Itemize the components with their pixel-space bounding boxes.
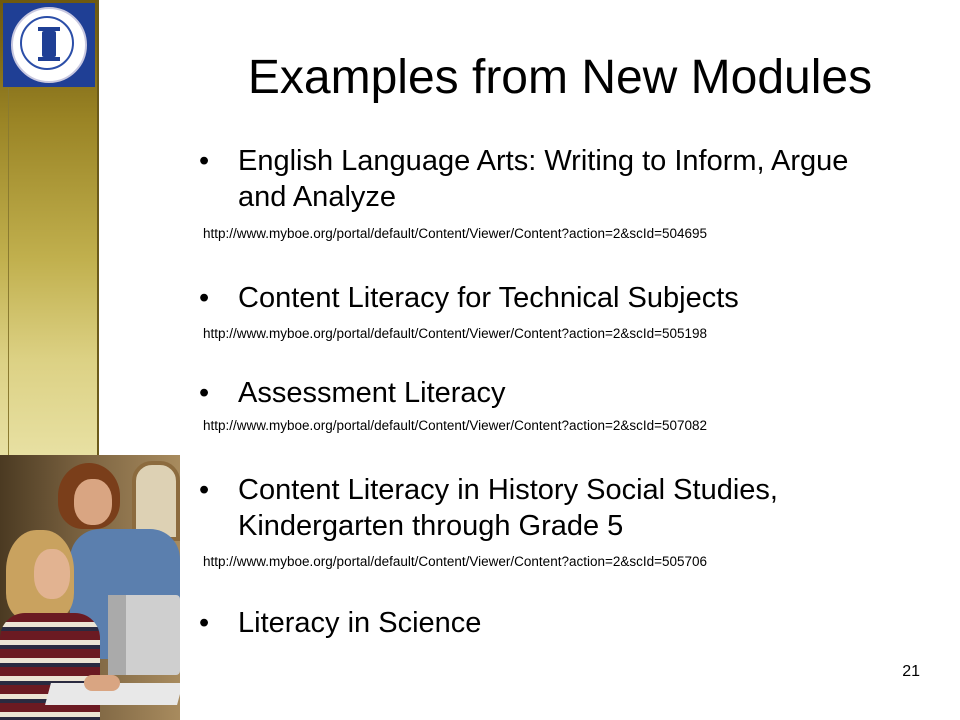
page-number: 21 xyxy=(902,663,920,680)
module-link[interactable]: http://www.myboe.org/portal/default/Content/Viewer/Content?action=2&scId=504695 xyxy=(203,226,708,241)
teacher-student-photo xyxy=(0,455,180,720)
side-bar-inner-line xyxy=(8,88,98,458)
bullet-marker: • xyxy=(199,607,210,639)
photo-woman-face xyxy=(74,479,112,525)
module-link[interactable]: http://www.myboe.org/portal/default/Content/Viewer/Content?action=2&scId=507082 xyxy=(203,418,708,433)
county-office-logo xyxy=(3,3,95,87)
bullet-marker: • xyxy=(199,145,210,177)
module-link[interactable]: http://www.myboe.org/portal/default/Content/Viewer/Content?action=2&scId=505198 xyxy=(203,326,708,341)
bullet-text: Content Literacy in History Social Studies, Kindergarten through Grade 5 xyxy=(238,474,778,542)
photo-hand xyxy=(84,675,120,691)
bullet-text: Content Literacy for Technical Subjects xyxy=(238,282,739,314)
bullet-marker: • xyxy=(199,377,210,409)
bullet-text: Assessment Literacy xyxy=(238,377,506,409)
logo-seal-icon xyxy=(11,7,87,83)
bullet-text: Literacy in Science xyxy=(238,607,482,639)
side-bar-edge xyxy=(97,0,99,460)
module-link[interactable]: http://www.myboe.org/portal/default/Content/Viewer/Content?action=2&scId=505706 xyxy=(203,554,708,569)
photo-girl-face xyxy=(34,549,70,599)
slide-title: Examples from New Modules xyxy=(247,51,873,104)
bullet-marker: • xyxy=(199,282,210,314)
photo-monitor-side xyxy=(108,595,126,675)
bullet-marker: • xyxy=(199,474,210,506)
column-icon xyxy=(42,31,56,57)
bullet-text: English Language Arts: Writing to Inform, Argue and Analyze xyxy=(238,145,849,213)
